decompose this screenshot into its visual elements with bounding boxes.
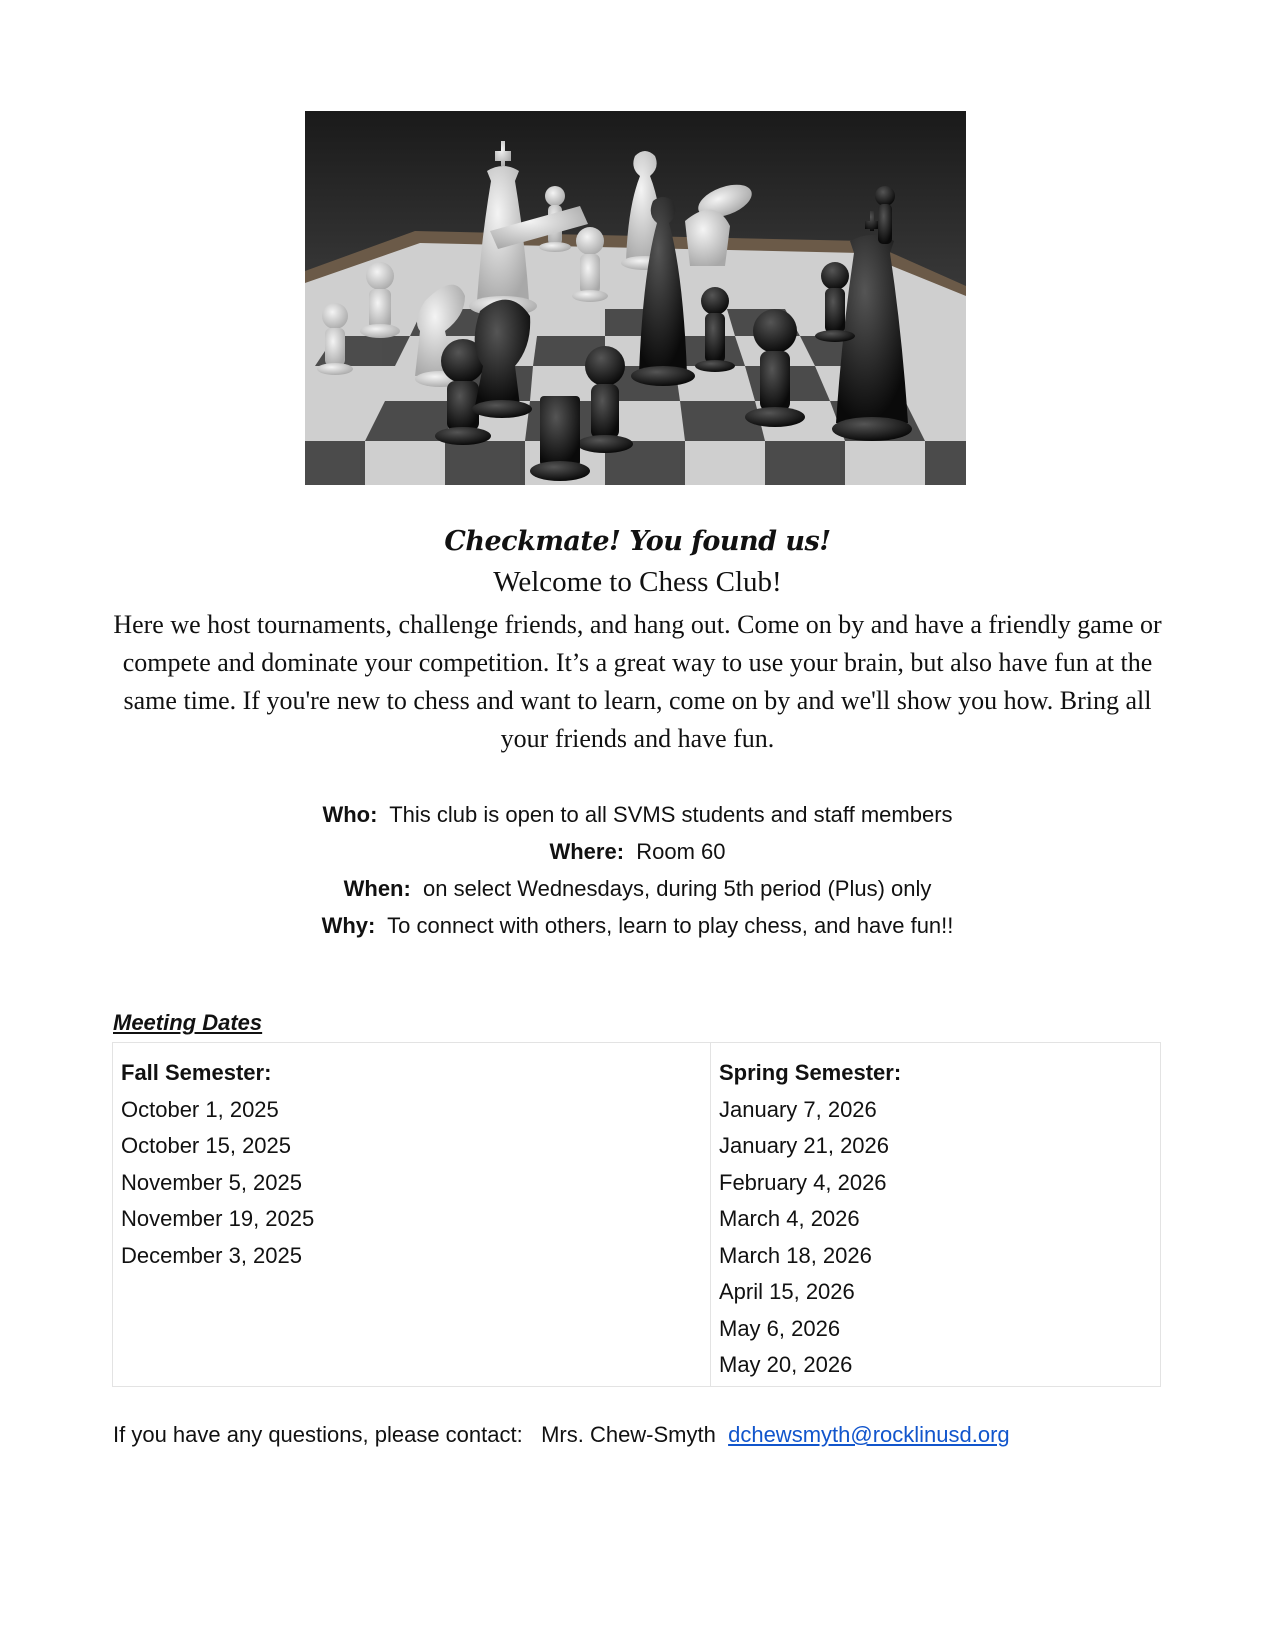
spring-date: January 21, 2026	[719, 1133, 890, 1158]
info-when	[0, 870, 1275, 907]
spring-date: March 4, 2026	[719, 1206, 860, 1231]
spring-date: April 15, 2026	[719, 1279, 855, 1304]
who-label: Who:	[322, 802, 378, 827]
info-where	[0, 833, 1275, 870]
fall-date: December 3, 2025	[121, 1242, 302, 1268]
meeting-dates-title: Meeting Dates	[113, 1010, 263, 1035]
welcome-heading: Welcome to Chess Club!	[493, 566, 782, 598]
why-text: To connect with others, learn to play chess, and have fun!!	[387, 913, 954, 938]
fall-semester-heading: Fall Semester:	[121, 1060, 272, 1085]
contact-line	[113, 1422, 1010, 1448]
club-info	[0, 796, 1275, 944]
page-headline: Checkmate! You found us!	[444, 526, 831, 557]
spring-date: January 7, 2026	[719, 1096, 877, 1122]
spring-date: May 20, 2026	[719, 1352, 853, 1377]
where-label: Where:	[549, 839, 625, 864]
meeting-dates-table	[112, 1042, 1161, 1387]
fall-date: November 5, 2025	[121, 1169, 302, 1195]
when-label: When:	[343, 876, 411, 901]
hero-image	[305, 111, 966, 485]
when-text: on select Wednesdays, during 5th period (Plus) only	[423, 876, 932, 901]
intro-paragraph: Here we host tournaments, challenge friends, and hang out. Come on by and have a friendly game or compete and dominate your competition. It’s a great way to use your brain, but also have fun at the same time. If you're new to chess and want to learn, come on by and we'll show you how. Bring all your friends and have fun.	[113, 610, 1162, 753]
who-text: This club is open to all SVMS students and staff members	[389, 802, 953, 827]
fall-semester-column	[113, 1043, 711, 1386]
fall-date: November 19, 2025	[121, 1206, 315, 1231]
where-text: Room 60	[636, 839, 726, 864]
info-who	[0, 796, 1275, 833]
spring-semester-heading: Spring Semester:	[719, 1060, 902, 1085]
contact-email-link[interactable]: dchewsmyth@rocklinusd.org	[728, 1422, 1010, 1447]
contact-prefix: If you have any questions, please contact:	[113, 1422, 523, 1447]
fall-date: October 15, 2025	[121, 1133, 292, 1158]
fall-date: October 1, 2025	[121, 1096, 279, 1122]
spring-date: March 18, 2026	[719, 1242, 872, 1268]
spring-date: May 6, 2026	[719, 1315, 841, 1341]
spring-date: February 4, 2026	[719, 1169, 887, 1195]
spring-semester-column	[711, 1043, 1160, 1386]
why-label: Why:	[321, 913, 376, 938]
contact-name: Mrs. Chew-Smyth	[541, 1422, 716, 1447]
info-why	[0, 907, 1275, 944]
